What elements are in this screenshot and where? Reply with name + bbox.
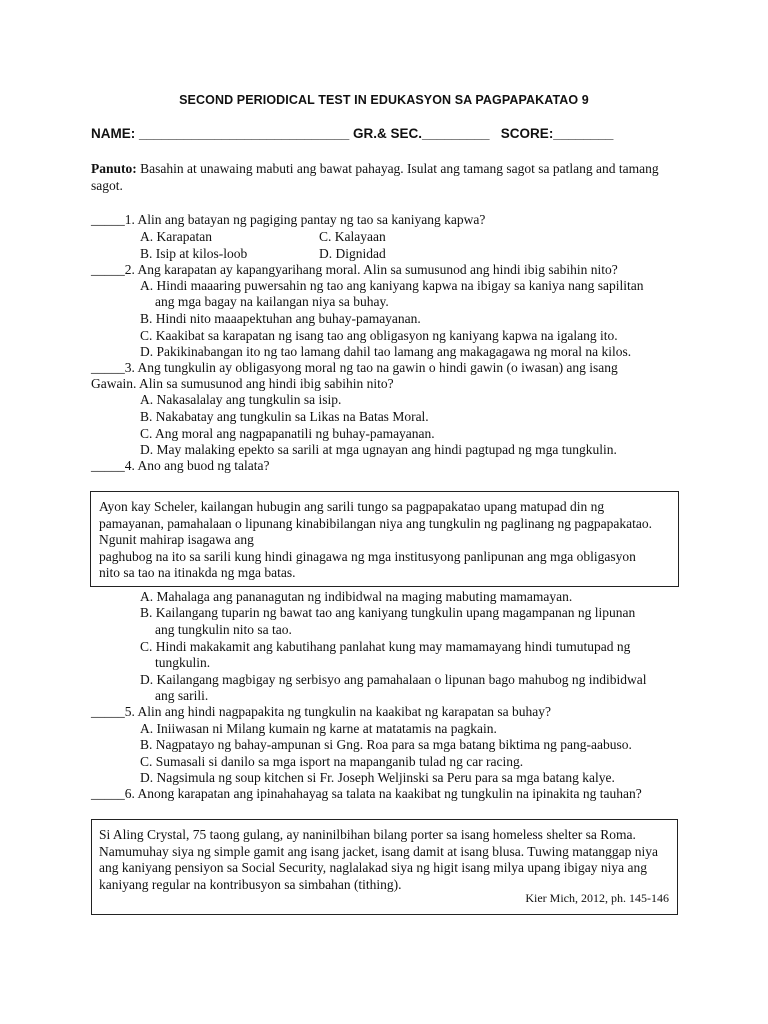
passage-line: nito sa tao na itinakda ng mga batas. bbox=[99, 565, 296, 580]
instructions-label: Panuto: bbox=[91, 161, 137, 176]
question-1: _____1. Alin ang batayan ng pagiging pantay ng tao sa kaniyang kapwa? bbox=[91, 212, 486, 227]
choice-5c: C. Sumasali si danilo sa mga isport na mapanganib tulad ng car racing. bbox=[140, 754, 524, 769]
question-6: _____6. Anong karapatan ang ipinahahayag sa talata na kaakibat ng tungkulin na ipinakita ng tauhan? bbox=[91, 786, 642, 801]
choice-4a: A. Mahalaga ang pananagutan ng indibidwal na maging mabuting mamamayan. bbox=[140, 589, 573, 604]
passage-text: Si Aling Crystal, 75 taong gulang, ay naninilbihan bilang porter sa isang homeless shelter sa Roma. Namumuhay siya ng simple gamit ang isang jacket, isang damit at isang blusa. Tuwing matanggap niya ang kaniyang pensiyon sa Social Security, naglalakad siya ng higit isang milya upang ibigay niya ang kaniyang regular na kontribusyon sa simbahan (tithing). bbox=[99, 827, 659, 892]
choice-1a: A. Karapatan bbox=[140, 229, 212, 244]
instructions-text: Basahin at unawaing mabuti ang bawat pahayag. Isulat ang tamang sagot sa patlang and tamang sagot. bbox=[91, 161, 659, 193]
choice-2b: B. Hindi nito maaapektuhan ang buhay-pamayanan. bbox=[140, 311, 421, 326]
question-3-cont: Gawain. Alin sa sumusunod ang hindi ibig sabihin nito? bbox=[91, 376, 394, 391]
instructions bbox=[91, 161, 681, 194]
passage-line: Ayon kay Scheler, kailangan hubugin ang sarili tungo sa pagpapakatao upang matupad din ng bbox=[99, 499, 605, 514]
choice-1c: C. Kalayaan bbox=[319, 229, 386, 244]
choice-3a: A. Nakasalalay ang tungkulin sa isip. bbox=[140, 392, 342, 407]
question-3: _____3. Ang tungkulin ay obligasyong moral ng tao na gawin o hindi gawin (o iwasan) ang isang bbox=[91, 360, 618, 375]
passage-box-scheler bbox=[90, 491, 679, 587]
question-2: _____2. Ang karapatan ay kapangyarihang moral. Alin sa sumusunod ang hindi ibig sabihin nito? bbox=[91, 262, 618, 277]
passage-line: pamayanan, pamahalaan o lipunang kinabibilangan niya ang tungkulin ng paglinang ng pagpapakatao. Ngunit mahirap isagawa ang bbox=[99, 515, 652, 547]
choice-3b: B. Nakabatay ang tungkulin sa Likas na Batas Moral. bbox=[140, 409, 429, 424]
choice-5d: D. Nagsimula ng soup kitchen si Fr. Joseph Weljinski sa Peru para sa mga batang kalye. bbox=[140, 770, 615, 785]
choice-4c: C. Hindi makakamit ang kabutihang panlahat kung may mamamayang hindi tumutupad ng bbox=[140, 639, 631, 654]
choice-4b: B. Kailangang tuparin ng bawat tao ang kaniyang tungkulin upang magampanan ng lipunan bbox=[140, 605, 636, 620]
choice-2a: A. Hindi maaaring puwersahin ng tao ang kaniyang kapwa na ibigay sa kaniya nang sapilitan bbox=[140, 278, 644, 293]
passage-source: Kier Mich, 2012, ph. 145-146 bbox=[525, 890, 669, 905]
choice-2a-cont: ang mga bagay na kailangan niya sa buhay. bbox=[155, 294, 389, 309]
choice-1d: D. Dignidad bbox=[319, 246, 386, 261]
choice-4d: D. Kailangang magbigay ng serbisyo ang pamahalaan o lipunan bago mahubog ng indibidwal bbox=[140, 672, 647, 687]
page-title: SECOND PERIODICAL TEST IN EDUKASYON SA PAGPAPAKATAO 9 bbox=[179, 93, 589, 107]
choice-5b: B. Nagpatayo ng bahay-ampunan si Gng. Roa para sa mga batang biktima ng pang-aabuso. bbox=[140, 737, 632, 752]
student-info-header: NAME: ____________________________ GR.& SEC._________ SCORE:________ bbox=[91, 126, 614, 141]
choice-2c: C. Kaakibat sa karapatan ng isang tao ang obligasyon ng kaniyang kapwa na igalang ito. bbox=[140, 328, 618, 343]
choice-5a: A. Iniiwasan ni Milang kumain ng karne at matatamis na pagkain. bbox=[140, 721, 497, 736]
choice-4d-cont: ang sarili. bbox=[155, 688, 209, 703]
choice-3c: C. Ang moral ang nagpapanatili ng buhay-pamayanan. bbox=[140, 426, 435, 441]
passage-line: paghubog na ito sa sarili kung hindi ginagawa ng mga institusyong panlipunan ang mga obligasyon bbox=[99, 548, 636, 564]
choice-3d: D. May malaking epekto sa sarili at mga ugnayan ang hindi pagtupad ng mga tungkulin. bbox=[140, 442, 617, 457]
choice-2d: D. Pakikinabangan ito ng tao lamang dahil tao lamang ang makagagawa ng moral na kilos. bbox=[140, 344, 632, 359]
choice-4c-cont: tungkulin. bbox=[155, 655, 211, 670]
question-4: _____4. Ano ang buod ng talata? bbox=[91, 458, 270, 473]
choice-1b: B. Isip at kilos-loob bbox=[140, 246, 248, 261]
choice-4b-cont: ang tungkulin nito sa tao. bbox=[155, 622, 292, 637]
question-5: _____5. Alin ang hindi nagpapakita ng tungkulin na kaakibat ng karapatan sa buhay? bbox=[91, 704, 552, 719]
passage-box-crystal bbox=[91, 819, 678, 915]
